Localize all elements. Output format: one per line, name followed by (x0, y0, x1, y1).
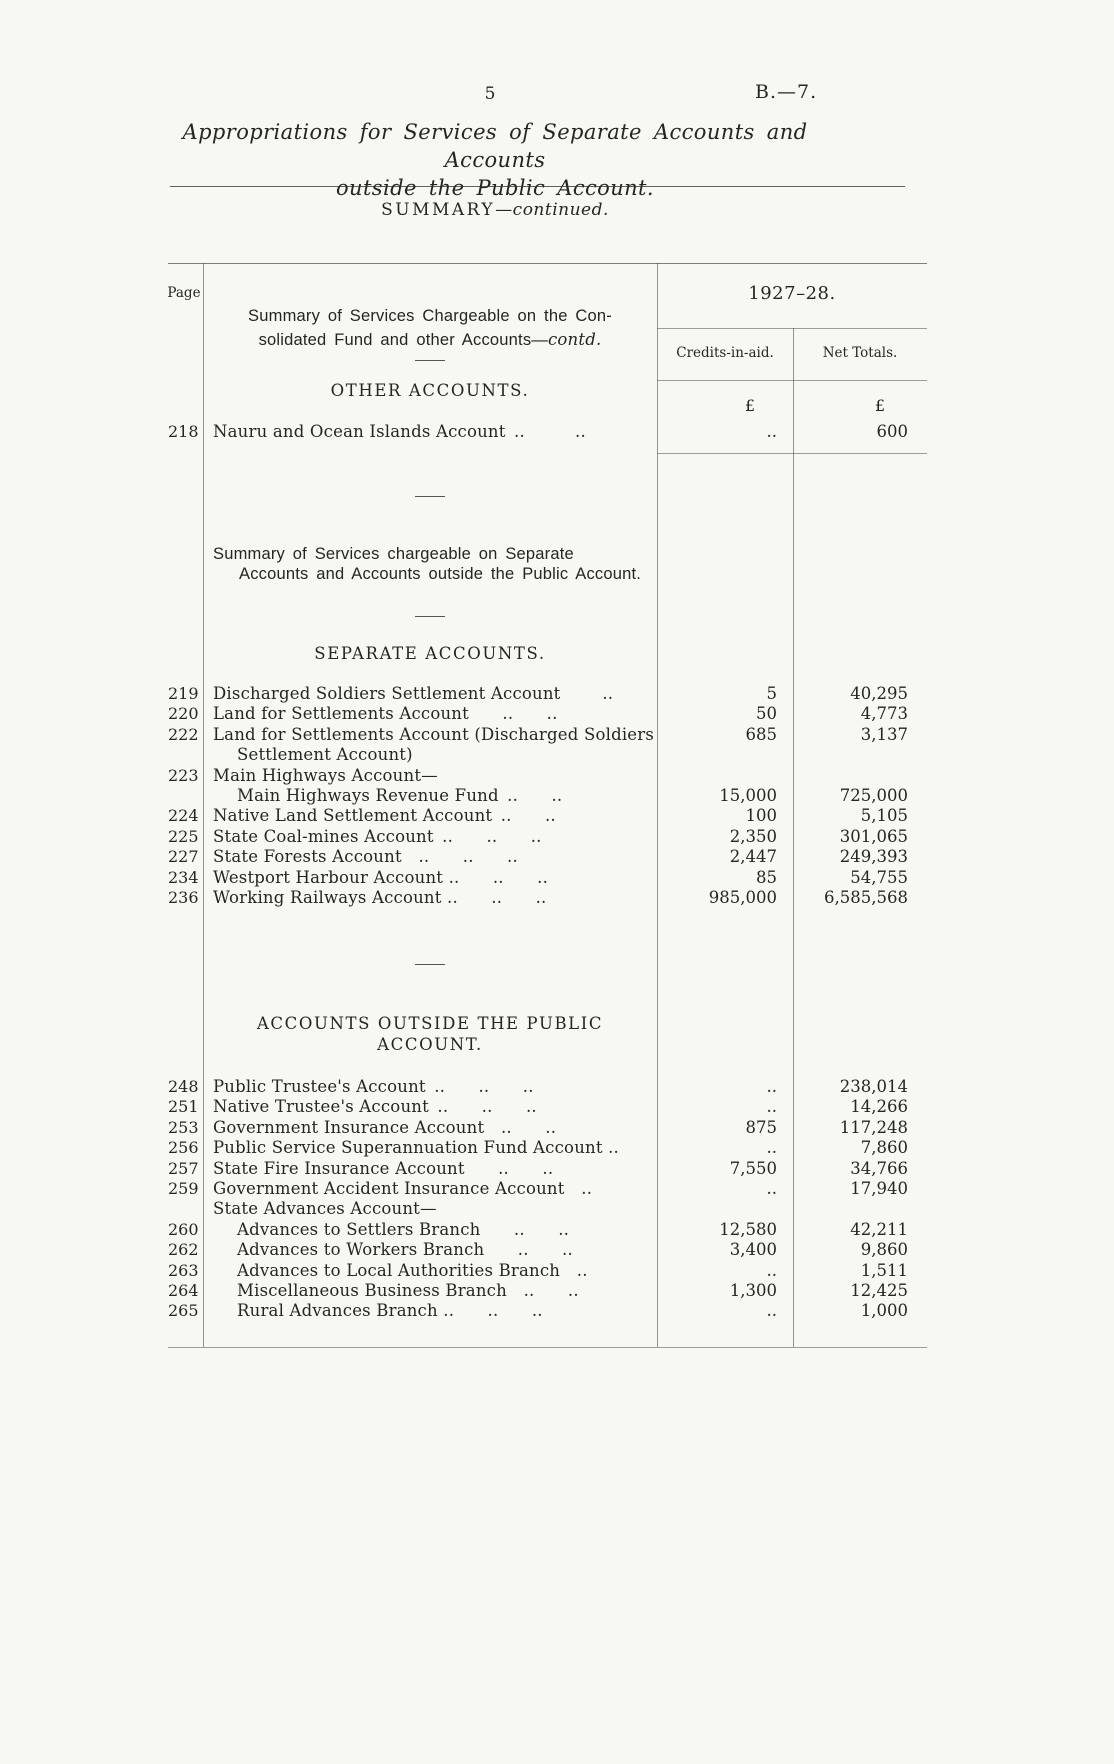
separate-accounts-rows (168, 684, 927, 908)
row-credits-value: 85 (756, 867, 777, 887)
row-page-ref: 220 (168, 704, 199, 724)
table-row (168, 1097, 927, 1117)
row-credits-value: 3,400 (729, 1240, 777, 1260)
row-page-ref: 224 (168, 806, 199, 826)
row-net-value (793, 1199, 927, 1219)
table-bottom-border (168, 1347, 927, 1348)
row-net-value: 238,014 (839, 1077, 908, 1096)
row-page-ref: 236 (168, 888, 199, 908)
row-page-ref: 225 (168, 826, 199, 846)
folio-page-number: 5 (484, 84, 496, 104)
row-net-value: 6,585,568 (824, 888, 908, 908)
row-credits-value: 2,447 (729, 847, 777, 867)
row-account-label: Native Land Settlement Account .. .. (213, 806, 556, 826)
row-net-value: 4,773 (860, 704, 908, 724)
section-heading-separate-accounts: SEPARATE ACCOUNTS. (314, 644, 546, 663)
row-credits-value: 7,550 (729, 1158, 777, 1178)
row-credits-value: 685 (745, 724, 777, 744)
row-account-label: Miscellaneous Business Branch .. .. (237, 1281, 579, 1301)
row-net-value: 117,248 (839, 1117, 908, 1137)
row-net-value: 54,755 (850, 867, 908, 887)
row-credits-value: .. (766, 1138, 777, 1158)
row-net-value (793, 766, 927, 786)
section-heading-outside-accounts (203, 1013, 657, 1055)
row-account-label: Government Insurance Account .. .. (213, 1117, 557, 1137)
row-account-label: State Advances Account— (213, 1199, 437, 1219)
row-net-value: 600 (876, 422, 908, 441)
row-credits-value: .. (766, 1077, 777, 1096)
row-net-value: 725,000 (839, 786, 908, 806)
table-row (168, 847, 927, 867)
table-row (168, 1261, 927, 1281)
row-account-label: Land for Settlements Account (Discharged Soldiers Settlement Account) (213, 724, 655, 765)
row-page-ref: 265 (168, 1301, 199, 1321)
row-credits-value: .. (766, 422, 777, 441)
row-net-value: 34,766 (850, 1158, 908, 1178)
section-dash-ornament-2 (415, 616, 445, 617)
table-row (168, 888, 927, 908)
row-net-value: 17,940 (850, 1179, 908, 1199)
table-row (168, 725, 927, 766)
summary-continued-italic: —continued. (495, 200, 609, 220)
row-credits-value: 875 (745, 1117, 777, 1137)
row-account-label: Government Accident Insurance Account .. (213, 1179, 593, 1199)
table-row (168, 704, 927, 724)
table-row (168, 1118, 927, 1138)
row-account-label: Advances to Local Authorities Branch .. (237, 1260, 588, 1280)
row-credits-value: .. (766, 1301, 777, 1321)
row-credits-value: .. (766, 1097, 777, 1117)
description-header-contd: contd. (547, 330, 602, 349)
row-account-label: Advances to Settlers Branch .. .. (237, 1219, 570, 1239)
row-net-value: 12,425 (850, 1281, 908, 1301)
table-row (168, 868, 927, 888)
row-credits-value: .. (766, 1179, 777, 1199)
row-account-label: Main Highways Revenue Fund .. .. (237, 786, 563, 806)
outside-accounts-rows (168, 1077, 927, 1322)
row-account-label: Advances to Workers Branch .. .. (237, 1240, 573, 1260)
row-page-ref: 256 (168, 1138, 199, 1158)
row-page-ref: 263 (168, 1260, 199, 1280)
row-account-label-continuation: Settlement Account) (237, 745, 413, 765)
row-page-ref: 248 (168, 1077, 199, 1096)
table-row (168, 1077, 927, 1097)
row-account-label: Public Service Superannuation Fund Account .. (213, 1138, 620, 1158)
summary-continued-label (130, 200, 860, 220)
row-credits-value: 985,000 (708, 888, 777, 908)
row-account-label: State Forests Account .. .. .. (213, 847, 518, 867)
row-net-value: 42,211 (850, 1219, 908, 1239)
table-row (168, 1220, 927, 1240)
row-page-ref: 257 (168, 1158, 199, 1178)
row-credits-value: 100 (745, 806, 777, 826)
row-account-label: Public Trustee's Account .. .. .. (213, 1077, 534, 1096)
table-row (168, 827, 927, 847)
row-net-value: 14,266 (850, 1097, 908, 1117)
table-row (168, 766, 927, 786)
row-net-value: 301,065 (839, 826, 908, 846)
year-header-underline (657, 328, 927, 329)
credits-pound-sign: £ (744, 396, 755, 415)
document-title (130, 118, 860, 202)
column-header-underline (657, 380, 927, 381)
table-top-border (168, 263, 927, 264)
row-account-label: State Coal-mines Account .. .. .. (213, 826, 542, 846)
header-dash-ornament (415, 360, 445, 361)
row-credits-value: 15,000 (719, 786, 777, 806)
row-account-label: Nauru and Ocean Islands Account .. .. (213, 422, 586, 441)
table-row (168, 786, 927, 806)
description-header-line1: Summary of Services Chargeable on the Con- (248, 307, 612, 325)
row-page-ref: 222 (168, 724, 199, 744)
row-account-label: Main Highways Account— (213, 765, 438, 785)
row-page-ref: 218 (168, 422, 199, 441)
row-page-ref: 260 (168, 1219, 199, 1239)
row-credits-value: 12,580 (719, 1219, 777, 1239)
table-row (168, 1179, 927, 1199)
row-credits-value: 2,350 (729, 826, 777, 846)
row-account-label: State Fire Insurance Account .. .. (213, 1158, 554, 1178)
document-title-line2: outside the Public Account. (336, 176, 654, 200)
table-row (168, 1281, 927, 1301)
table-row (168, 422, 927, 442)
credits-in-aid-header: Credits-in-aid. (676, 345, 774, 361)
outside-heading-line2: ACCOUNT. (377, 1035, 483, 1054)
table-row (168, 806, 927, 826)
row-credits-value: 5 (766, 684, 777, 703)
table-row (168, 1159, 927, 1179)
row-net-value: 9,860 (860, 1240, 908, 1260)
row-net-value: 3,137 (860, 724, 908, 744)
other-accounts-rows (168, 422, 927, 442)
row-account-label: Working Railways Account .. .. .. (213, 888, 547, 908)
title-rule (170, 186, 905, 187)
row-net-value: 249,393 (839, 847, 908, 867)
outside-heading-line1: ACCOUNTS OUTSIDE THE PUBLIC (256, 1014, 604, 1033)
net-totals-header: Net Totals. (822, 345, 898, 361)
row-page-ref: 264 (168, 1281, 199, 1301)
row-page-ref: 219 (168, 684, 199, 703)
row-page-ref (168, 1199, 203, 1219)
row-account-label: Land for Settlements Account .. .. (213, 704, 558, 724)
row-page-ref: 227 (168, 847, 199, 867)
net-pound-sign: £ (874, 396, 885, 415)
row-account-label: Rural Advances Branch .. .. .. (237, 1301, 543, 1321)
row-page-ref: 251 (168, 1097, 199, 1117)
row-net-value: 7,860 (860, 1138, 908, 1158)
row-net-value: 1,000 (860, 1301, 908, 1321)
row-page-ref: 253 (168, 1117, 199, 1137)
year-column-header: 1927–28. (748, 283, 836, 304)
row-account-label: Discharged Soldiers Settlement Account .. (213, 684, 614, 703)
description-header-line2: solidated Fund and other Accounts— (258, 331, 548, 349)
section-dash-ornament-1 (415, 496, 445, 497)
row-credits-value: 1,300 (729, 1281, 777, 1301)
appropriations-table (168, 263, 927, 1347)
other-accounts-section-rule (657, 453, 927, 454)
document-title-line1: Appropriations for Services of Separate Accounts and Accounts (182, 120, 808, 172)
paper-reference: B.—7. (755, 81, 818, 103)
table-row (168, 1240, 927, 1260)
section-heading-other-accounts: OTHER ACCOUNTS. (330, 381, 530, 400)
row-page-ref (168, 786, 203, 806)
row-credits-value: .. (766, 1260, 777, 1280)
row-net-value: 5,105 (860, 806, 908, 826)
row-page-ref: 262 (168, 1240, 199, 1260)
row-net-value: 40,295 (850, 684, 908, 703)
row-page-ref: 259 (168, 1179, 199, 1199)
table-row (168, 1199, 927, 1219)
separate-accounts-intro: Summary of Services chargeable on Separate Accounts and Accounts outside the Public Account. (213, 545, 642, 583)
table-row (168, 1301, 927, 1321)
page-column-header: Page (167, 285, 201, 301)
table-row (168, 684, 927, 704)
description-column-header (213, 305, 647, 352)
section-dash-ornament-3 (415, 964, 445, 965)
row-credits-value (657, 766, 793, 786)
table-row (168, 1138, 927, 1158)
row-credits-value (657, 1199, 793, 1219)
summary-caps: SUMMARY (381, 200, 496, 220)
row-account-label: Native Trustee's Account .. .. .. (213, 1097, 537, 1117)
row-net-value: 1,511 (860, 1260, 908, 1280)
row-account-label: Westport Harbour Account .. .. .. (213, 867, 549, 887)
row-page-ref: 234 (168, 867, 199, 887)
row-credits-value: 50 (756, 704, 777, 724)
row-page-ref: 223 (168, 765, 199, 785)
